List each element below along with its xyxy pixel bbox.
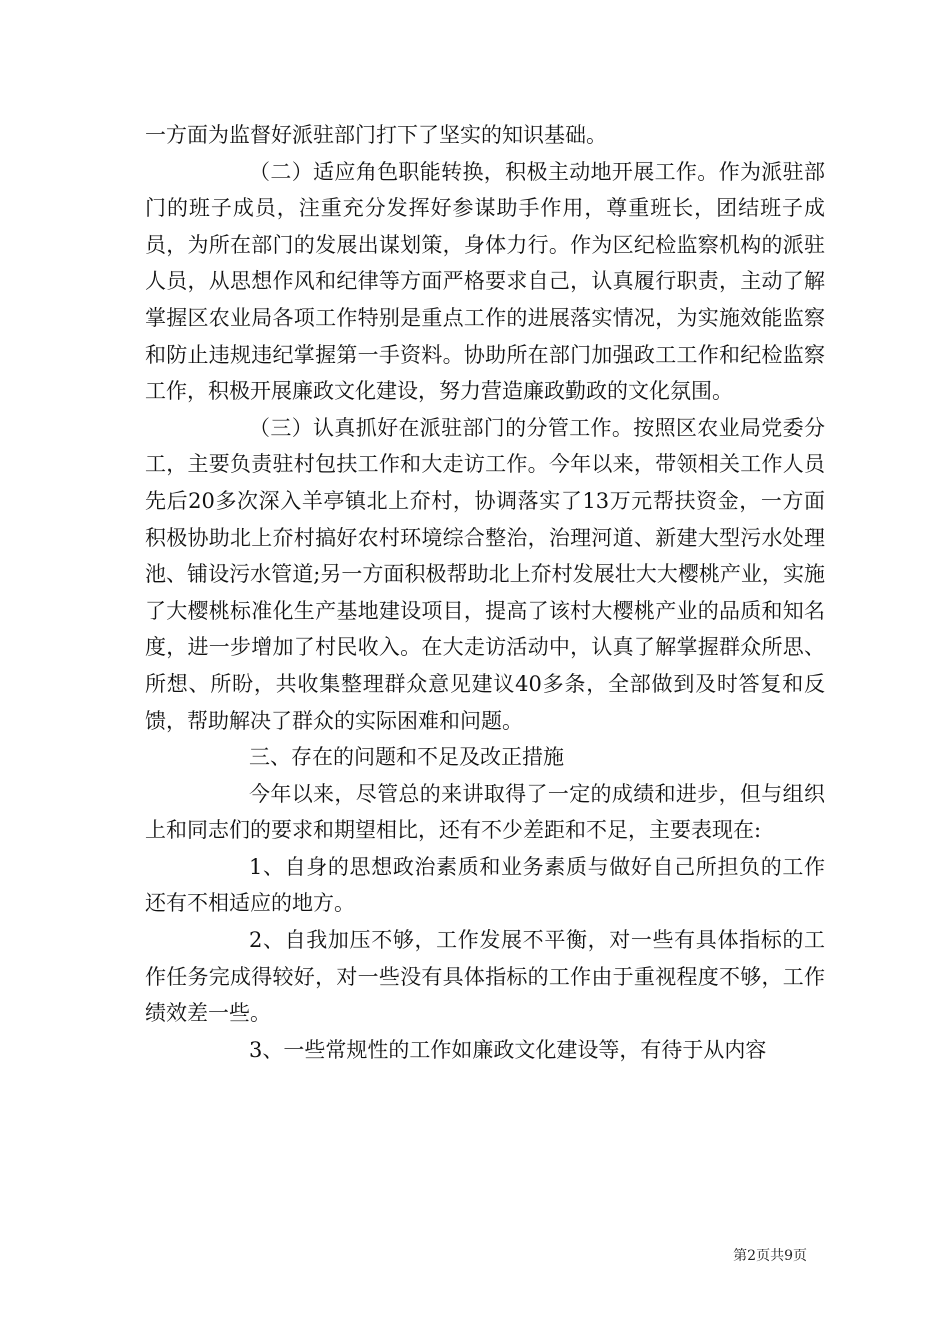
section-heading: 三、存在的问题和不足及改正措施: [249, 745, 564, 770]
list-item: 1、自身的思想政治素质和业务素质与做好自己所担负的工作还有不相适应的地方。: [145, 854, 825, 916]
paragraph: 今年以来，尽管总的来讲取得了一定的成绩和进步，但与组织上和同志们的要求和期望相比，还有不少差距和不足，主要表现在:: [145, 781, 825, 843]
paragraph: （三）认真抓好在派驻部门的分管工作。按照区农业局党委分工，主要负责驻村包扶工作和大走访工作。今年以来，带领相关工作人员先后20多次深入羊亭镇北上夼村，协调落实了13万元帮扶资金，一方面积极协助北上夼村搞好农村环境综合整治，治理河道、新建大型污水处理池、铺设污水管道;另一方面积极帮助北上夼村发展壮大大樱桃产业，实施了大樱桃标准化生产基地建设项目，提高了该村大樱桃产业的品质和知名度，进一步增加了村民收入。在大走访活动中，认真了解掌握群众所思、所想、所盼，共收集整理群众意见建议40多条，全部做到及时答复和反馈，帮助解决了群众的实际困难和问题。: [145, 415, 825, 733]
list-item: 2、自我加压不够，工作发展不平衡，对一些有具体指标的工作任务完成得较好，对一些没有具体指标的工作由于重视程度不够，工作绩效差一些。: [145, 928, 825, 1026]
paragraph: 一方面为监督好派驻部门打下了坚实的知识基础。: [145, 123, 607, 147]
document-body: [145, 117, 825, 1068]
page-number: 第2页共9页: [733, 1248, 807, 1264]
paragraph: （二）适应角色职能转换，积极主动地开展工作。作为派驻部门的班子成员，注重充分发挥好参谋助手作用，尊重班长，团结班子成员，为所在部门的发展出谋划策，身体力行。作为区纪检监察机构的派驻人员，从思想作风和纪律等方面严格要求自己，认真履行职责，主动了解掌握区农业局各项工作特别是重点工作的进展落实情况，为实施效能监察和防止违规违纪掌握第一手资料。协助所在部门加强政工工作和纪检监察工作，积极开展廉政文化建设，努力营造廉政勤政的文化氛围。: [145, 159, 825, 404]
list-item: 3、一些常规性的工作如廉政文化建设等，有待于从内容: [249, 1037, 767, 1062]
